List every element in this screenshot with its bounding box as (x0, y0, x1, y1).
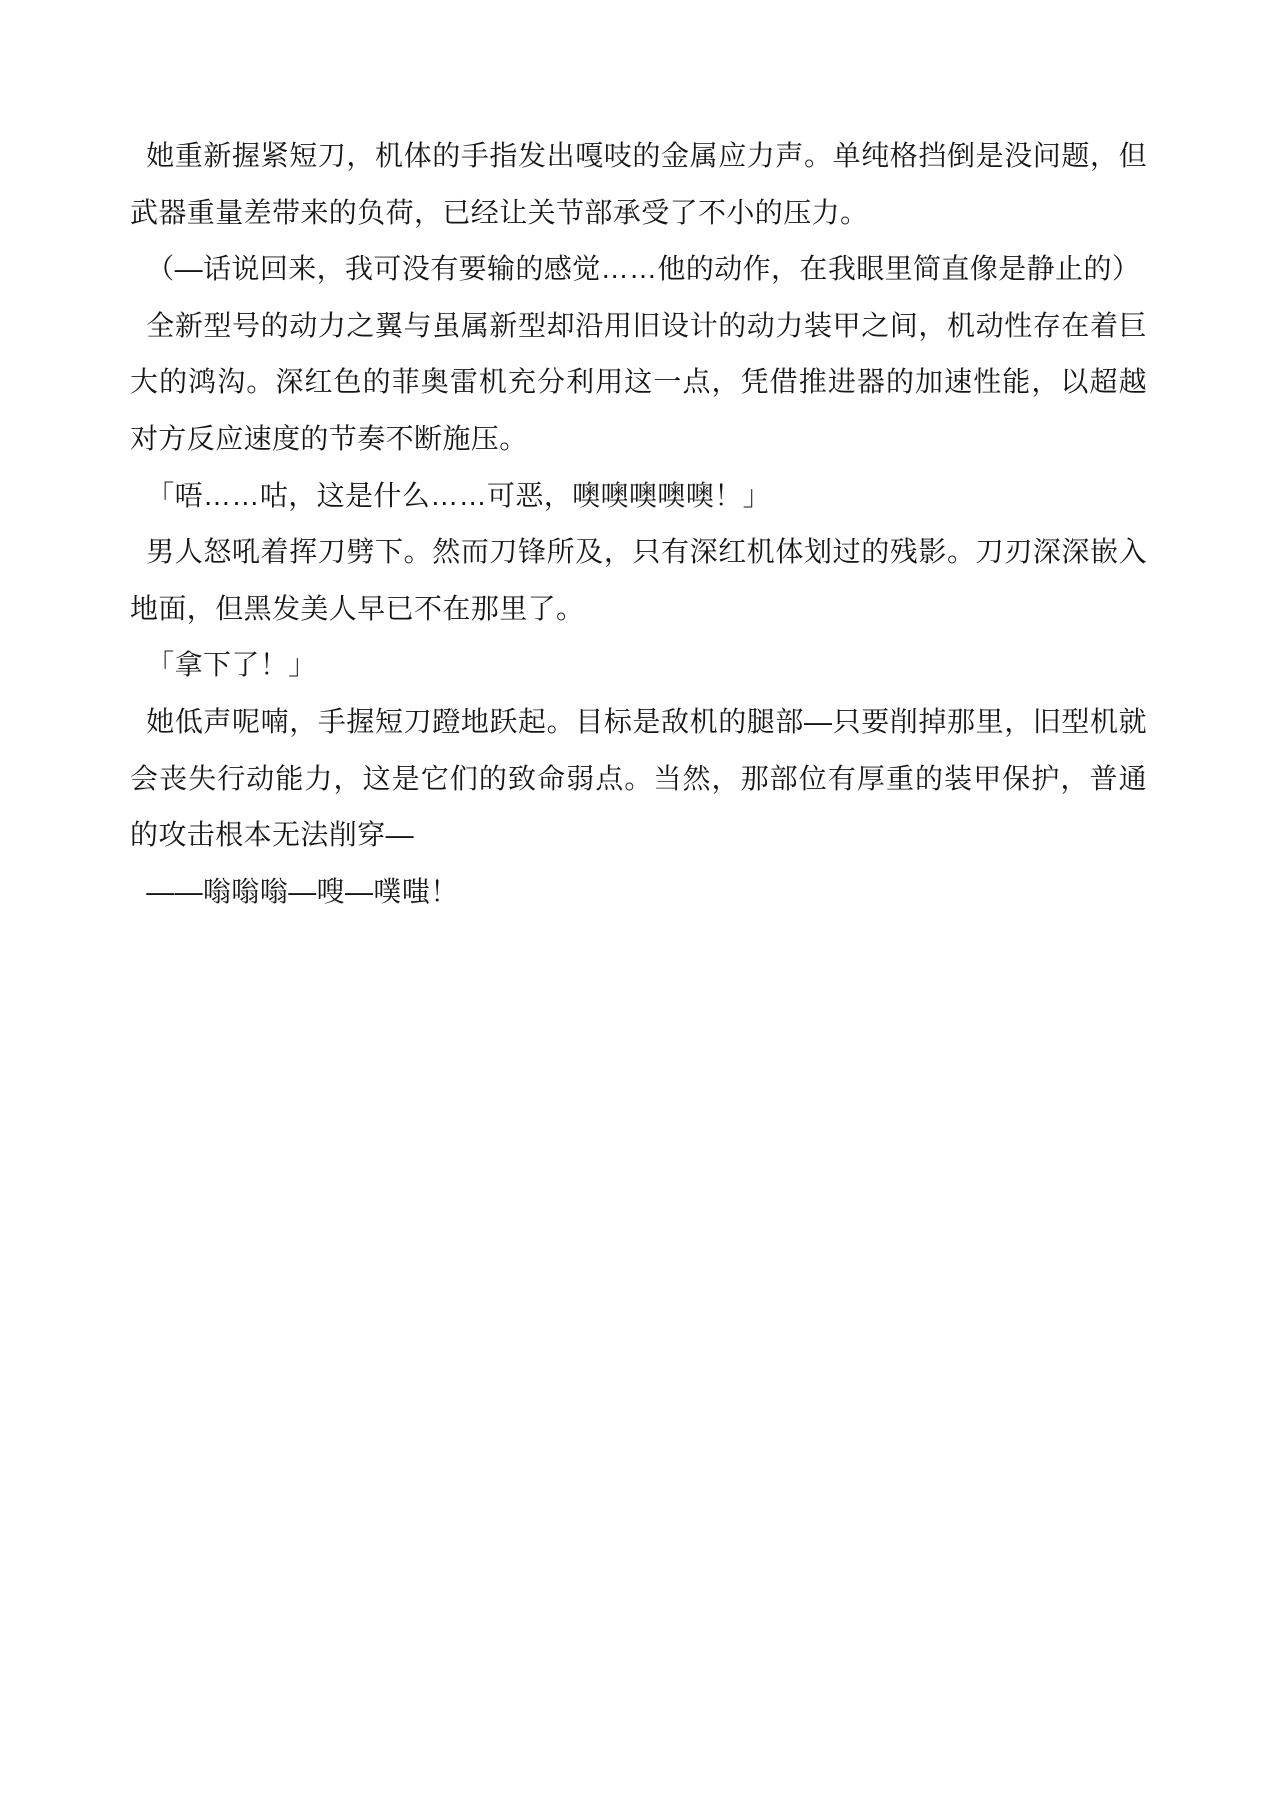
paragraph-4: 「唔……咕，这是什么……可恶，噢噢噢噢噢！」 (146, 479, 772, 511)
paragraph-2: （—话说回来，我可没有要输的感觉……他的动作，在我眼里简直像是静止的） (146, 253, 1141, 285)
paragraph-8: ——嗡嗡嗡—嗖—噗嗤！ (146, 875, 459, 907)
paragraph-6: 「拿下了！」 (146, 649, 317, 681)
paragraph-3: 全新型号的动力之翼与虽属新型却沿用旧设计的动力装甲之间，机动性存在着巨大的鸿沟。深红色的菲奥雷机充分利用这一点，凭借推进器的加速性能，以超越对方反应速度的节奏不断施压。 (130, 309, 1147, 454)
paragraph-5: 男人怒吼着挥刀劈下。然而刀锋所及，只有深红机体划过的残影。刀刃深深嵌入地面，但黑发美人早已不在那里了。 (130, 536, 1147, 624)
paragraph-1: 她重新握紧短刀，机体的手指发出嘎吱的金属应力声。单纯格挡倒是没问题，但武器重量差带来的负荷，已经让关节部承受了不小的压力。 (130, 140, 1147, 228)
paragraph-7: 她低声呢喃，手握短刀蹬地跃起。目标是敌机的腿部—只要削掉那里，旧型机就会丧失行动能力，这是它们的致命弱点。当然，那部位有厚重的装甲保护，普通的攻击根本无法削穿— (130, 705, 1147, 851)
